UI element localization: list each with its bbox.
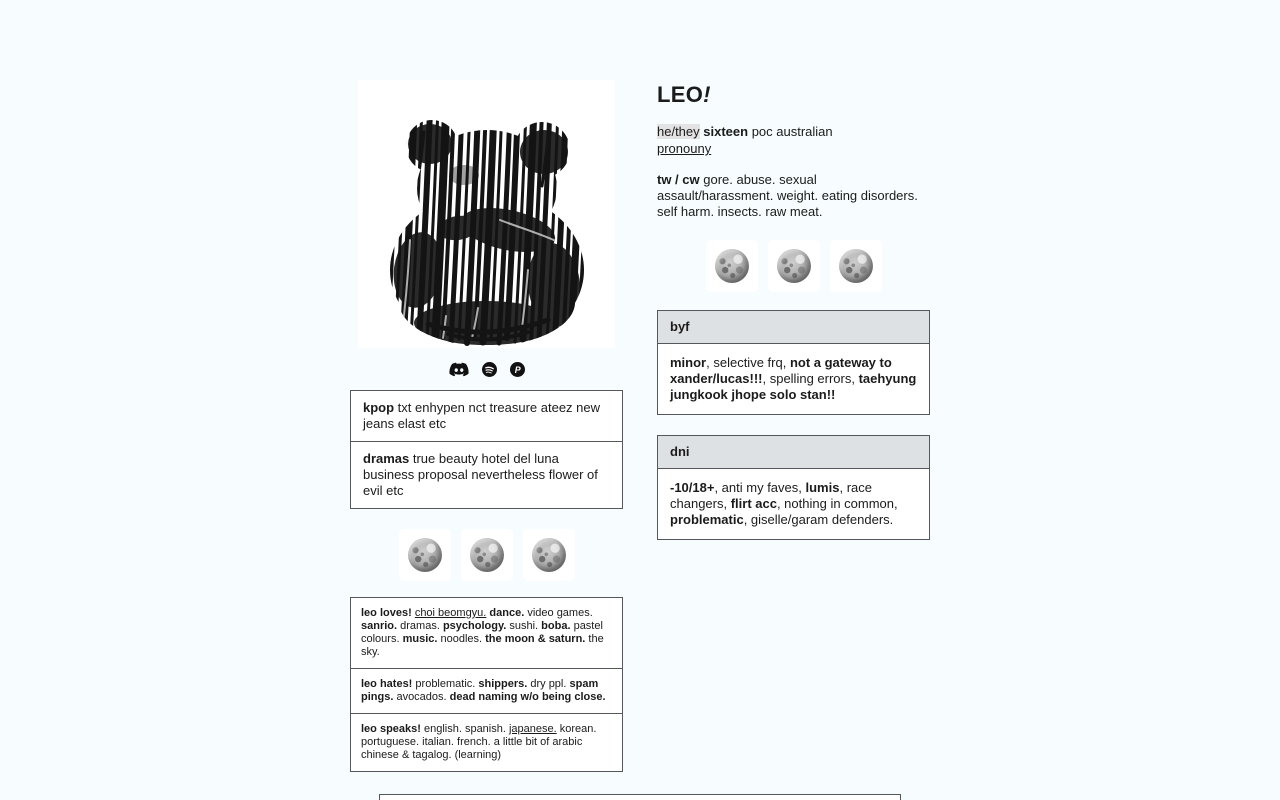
music-table bbox=[350, 390, 623, 509]
kpop-row: kpop txt enhypen nct treasure ateez new jeans elast etc bbox=[363, 400, 601, 431]
full-moon-icon bbox=[532, 538, 566, 572]
pronouns-link[interactable]: pronouny bbox=[657, 141, 712, 156]
social-icons-row bbox=[350, 361, 623, 378]
full-moon-icon bbox=[839, 249, 873, 283]
leo-loves-row: leo loves! choi beomgyu. dance. video games. sanrio. dramas. psychology. sushi. boba. pastel colours. music. noodles. the moon & saturn. the sky. bbox=[361, 607, 604, 658]
intro-line: he/they sixteen poc australian bbox=[657, 124, 833, 139]
pinterest-icon[interactable] bbox=[510, 362, 525, 377]
byf-content: minor, selective frq, not a gateway to xander/lucas!!!, spelling errors, taehyung jungkook jhope solo stan!! bbox=[670, 355, 917, 402]
leo-hates-row: leo hates! problematic. shippers. dry ppl. spam pings. avocados. dead naming w/o being close. bbox=[351, 668, 622, 713]
full-moon-icon bbox=[470, 538, 504, 572]
about-table bbox=[350, 597, 623, 772]
leo-speaks-row: leo speaks! english. spanish. japanese. korean. portuguese. italian. french. a little bit of arabic chinese & tagalog. (learning) bbox=[351, 713, 622, 771]
right-column bbox=[657, 80, 930, 772]
title-exclamation: ! bbox=[703, 82, 711, 107]
bear-scribble-drawing bbox=[358, 80, 615, 348]
dni-table bbox=[657, 435, 930, 540]
discord-icon[interactable] bbox=[449, 362, 469, 377]
bottom-cutoff-box bbox=[379, 794, 901, 800]
left-column bbox=[350, 80, 623, 772]
svg-text:P: P bbox=[514, 364, 521, 375]
page-content bbox=[350, 0, 930, 772]
left-moon-row bbox=[350, 529, 623, 581]
trigger-warning-line: tw / cw gore. abuse. sexual assault/harassment. weight. eating disorders. self harm. insects. raw meat. bbox=[657, 172, 918, 219]
dni-header: dni bbox=[658, 436, 929, 469]
right-moon-row bbox=[657, 240, 930, 292]
byf-table bbox=[657, 310, 930, 415]
dni-content: -10/18+, anti my faves, lumis, race changers, flirt acc, nothing in common, problematic, giselle/garam defenders. bbox=[670, 480, 898, 527]
profile-image bbox=[358, 80, 615, 348]
full-moon-icon bbox=[408, 538, 442, 572]
full-moon-icon bbox=[777, 249, 811, 283]
full-moon-icon bbox=[715, 249, 749, 283]
page-title: LEO! bbox=[657, 82, 711, 107]
spotify-icon[interactable] bbox=[482, 362, 497, 377]
byf-header: byf bbox=[658, 311, 929, 344]
dramas-row: dramas true beauty hotel del luna business proposal nevertheless flower of evil etc bbox=[351, 441, 622, 508]
